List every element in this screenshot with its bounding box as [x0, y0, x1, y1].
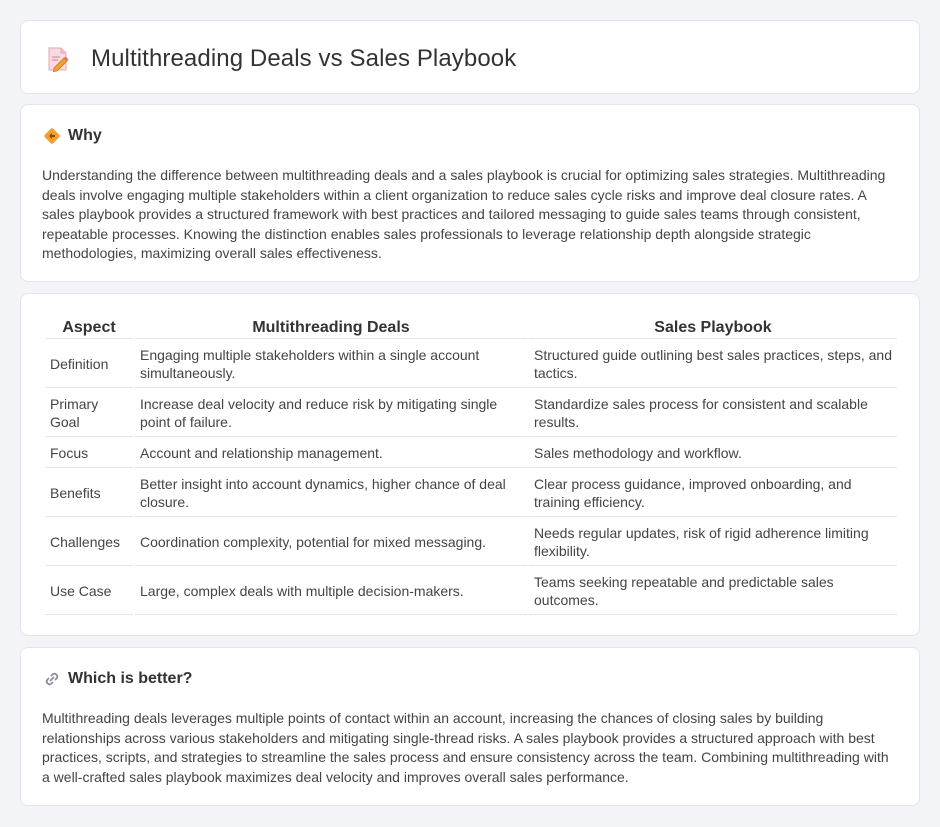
diamond-arrows-icon	[43, 127, 61, 145]
row-aspect: Challenges	[45, 517, 133, 566]
row-multithreading: Engaging multiple stakeholders within a single account simultaneously.	[135, 339, 527, 388]
comparison-table	[43, 315, 899, 615]
row-aspect: Focus	[45, 437, 133, 468]
row-multithreading: Increase deal velocity and reduce risk by mitigating single point of failure.	[135, 388, 527, 437]
better-paragraph: Multithreading deals leverages multiple points of contact within an account, increasing the chances of closing sales by building relationships across various stakeholders and mitigating single-thread risks. A sales playbook provides a structured approach with best practices, scripts, and strategies to streamline the sales process and ensure consistency across the team. Combining multithreading with a well-crafted sales playbook maximizes deal velocity and improves overall sales performance.	[42, 710, 889, 785]
table-row	[45, 517, 897, 566]
row-multithreading: Account and relationship management.	[135, 437, 527, 468]
row-aspect: Use Case	[45, 566, 133, 615]
table-row	[45, 566, 897, 615]
why-heading: Why	[68, 127, 102, 144]
row-playbook: Sales methodology and workflow.	[529, 437, 897, 468]
row-multithreading: Coordination complexity, potential for mixed messaging.	[135, 517, 527, 566]
why-header	[43, 127, 102, 145]
table-header-row	[45, 315, 897, 339]
row-playbook: Structured guide outlining best sales practices, steps, and tactics.	[529, 339, 897, 388]
why-section	[20, 104, 920, 282]
row-playbook: Clear process guidance, improved onboarding, and training efficiency.	[529, 468, 897, 517]
row-multithreading: Better insight into account dynamics, higher chance of deal closure.	[135, 468, 527, 517]
page-title: Multithreading Deals vs Sales Playbook	[91, 45, 517, 72]
table-row	[45, 339, 897, 388]
document-pencil-icon	[45, 46, 71, 72]
row-aspect: Benefits	[45, 468, 133, 517]
row-aspect: Definition	[45, 339, 133, 388]
row-multithreading: Large, complex deals with multiple decision-makers.	[135, 566, 527, 615]
row-playbook: Teams seeking repeatable and predictable sales outcomes.	[529, 566, 897, 615]
header-playbook: Sales Playbook	[529, 315, 897, 339]
table-row	[45, 468, 897, 517]
title-row	[45, 45, 516, 73]
comparison-section	[20, 293, 920, 636]
title-card	[20, 20, 920, 94]
why-paragraph: Understanding the difference between multithreading deals and a sales playbook is crucial for optimizing sales strategies. Multithreading deals involve engaging multiple stakeholders within a client organization to reduce sales cycle risks and improve deal closure rates. A sales playbook provides a structured framework with best practices and tailored messaging to guide sales teams through consistent, repeatable processes. Knowing the distinction enables sales professionals to leverage relationship depth alongside strategic methodologies, maximizing overall sales effectiveness.	[42, 167, 886, 262]
header-aspect: Aspect	[45, 315, 133, 339]
row-playbook: Needs regular updates, risk of rigid adherence limiting flexibility.	[529, 517, 897, 566]
better-heading: Which is better?	[68, 670, 193, 687]
row-playbook: Standardize sales process for consistent and scalable results.	[529, 388, 897, 437]
header-multithreading: Multithreading Deals	[135, 315, 527, 339]
table-row	[45, 437, 897, 468]
link-icon	[43, 670, 61, 688]
better-header	[43, 670, 192, 688]
table-row	[45, 388, 897, 437]
which-better-section	[20, 647, 920, 806]
row-aspect: Primary Goal	[45, 388, 133, 437]
